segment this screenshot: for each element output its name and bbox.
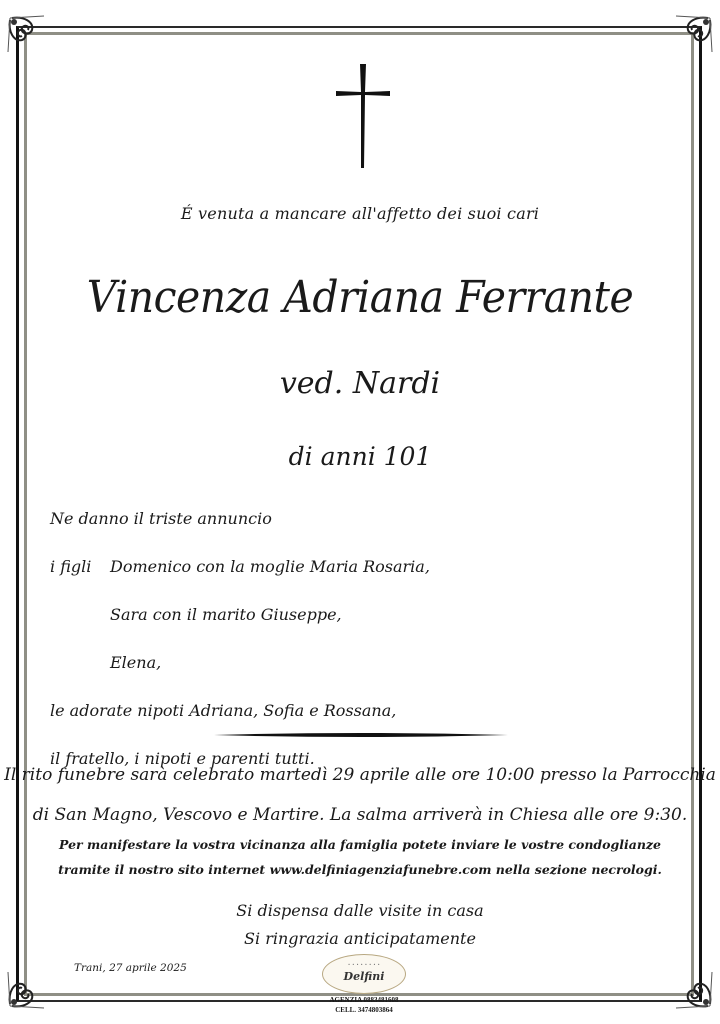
agency-phone: AGENZIA 0883481608 [329,996,399,1004]
intro-text: É venuta a mancare all'affetto dei suoi cari [180,204,540,223]
child-item: Elena, [110,653,162,672]
ornamental-corner-icon [656,952,716,1012]
logo-badge [322,954,406,994]
closing-line: Si dispensa dalle visite in casa [236,901,484,920]
child-item: Domenico con la moglie Maria Rosaria, [110,557,430,576]
ornamental-corner-icon [4,952,64,1012]
divider [214,731,508,739]
latin-cross-icon [334,62,392,170]
children-prefix: i figli [50,557,92,576]
closing-line: Si ringrazia anticipatamente [244,929,476,948]
agency-logo [318,954,410,1018]
condolences-note: tramite il nostro sito internet www.delfiniagenziafunebre.com nella sezione necrologi. [58,862,662,877]
announcement-line: Ne danno il triste annuncio [50,509,272,528]
children-row [50,556,430,604]
age-text: di anni 101 [288,442,432,471]
cell-phone: CELL. 3474803864 [335,1006,393,1014]
child-item: Sara con il marito Giuseppe, [110,605,342,624]
condolences-note: Per manifestare la vostra vicinanza alla famiglia potete inviare le vostre condoglianze [59,837,661,852]
ornamental-corner-icon [4,12,64,72]
married-name: ved. Nardi [279,366,441,401]
logo-brand: Delfini [343,970,385,983]
deceased-name: Vincenza Adriana Ferrante [86,272,634,323]
ornamental-corner-icon [656,12,716,72]
grandchildren-line: le adorate nipoti Adriana, Sofia e Rossana, [50,701,397,720]
rite-line: di San Magno, Vescovo e Martire. La salma arriverà in Chiesa alle ore 9:30. [32,805,688,825]
logo-top-ornament: • • • • • • • • [347,962,381,967]
place-date: Trani, 27 aprile 2025 [74,962,187,974]
rite-line: Il rito funebre sarà celebrato martedì 29 aprile alle ore 10:00 presso la Parrocchia [4,765,716,785]
relatives-line: il fratello, i nipoti e parenti tutti. [50,749,315,768]
family-list [50,508,430,796]
